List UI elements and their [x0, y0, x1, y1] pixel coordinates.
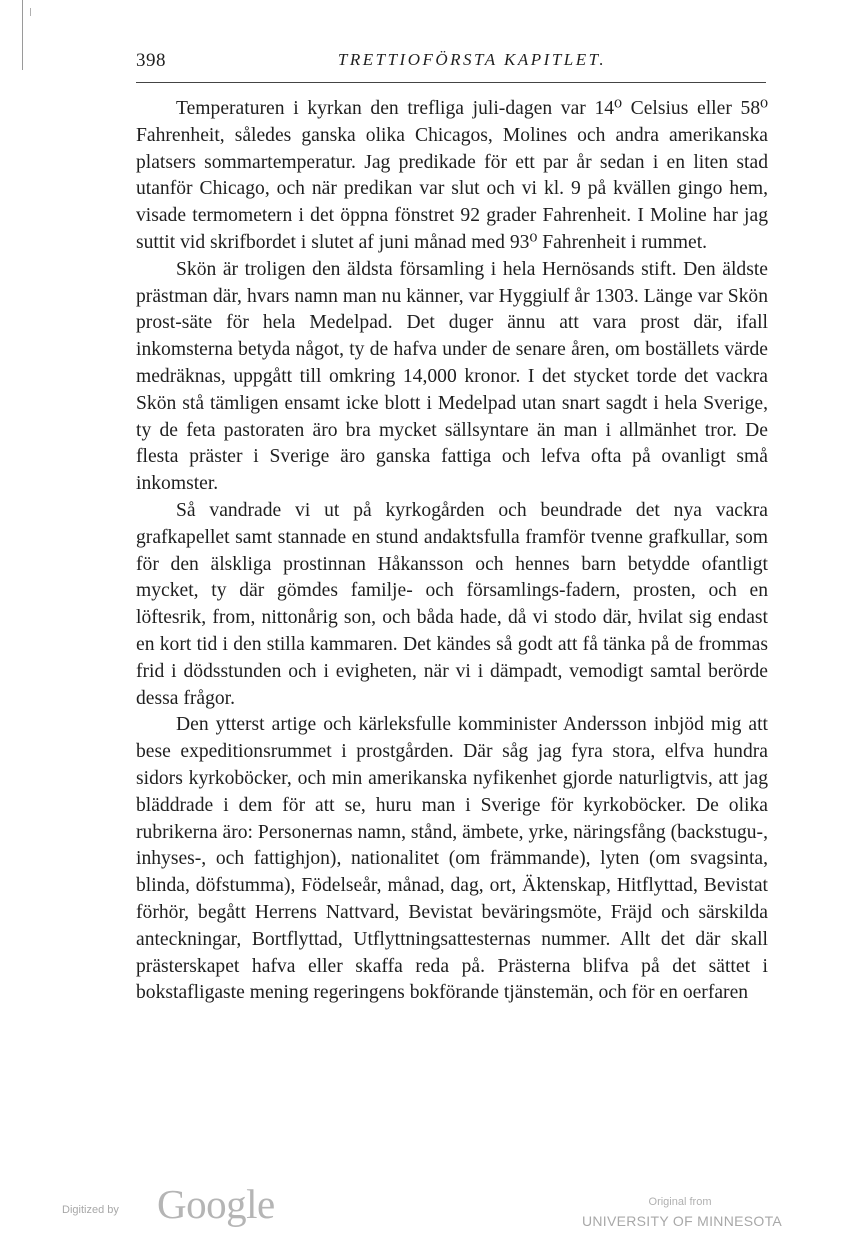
body-text: [136, 96, 768, 1007]
paragraph: Så vandrade vi ut på kyrkogården och beundrade det nya vackra grafkapellet samt stannade en stund andaktsfulla framför tvenne grafkullar, som för den älskliga prostinnan Håkansson och hennes barn betydde ofantligt mycket, ty där gömdes familje- och församlings-fadern, prosten, och en löftesrik, from, nittonårig son, och båda hade, då vi stodo där, hvilat sig endast en kort tid i den stilla kammaren. Det kändes så godt att få tänka på de frommas frid i dödsstunden och i evigheten, när vi i dämpadt, vemodigt samtal berörde dessa frågor.: [136, 499, 768, 709]
page-number: 398: [136, 50, 166, 71]
scan-edge-line: [22, 0, 23, 70]
paragraph: Skön är troligen den äldsta församling i hela Hernösands stift. Den äldste prästman där, hvars namn man nu känner, var Hyggiulf år 1303. Länge var Skön prost-säte för hela Medelpad. Det duger ännu att vara prost där, ifall inkomsterna betyda något, ty de hafva under de senare åren, om boställets värde medräknas, uppgått till omkring 14,000 kronor. I det stycket torde det vackra Skön stå tämligen ensamt icke blott i Medelpad utan snart sagdt i hela Sverige, ty de feta pastoraten äro bra mycket sällsyntare än man i allmänhet tror. De flesta präster i Sverige äro ganska fattiga och lefva ofta på ovanligt små inkomster.: [136, 258, 768, 495]
scan-edge-mark: [30, 8, 31, 16]
page-footer: [0, 1180, 854, 1240]
paragraph: Den ytterst artige och kärleksfulle komminister Andersson inbjöd mig att bese expeditionsrummet i prostgården. Där såg jag fyra stora, elfva hundra sidors kyrkoböcker, och min amerikanska nyfikenhet gjorde naturligtvis, att jag bläddrade i dem för att se, huru man i Sverige för kyrkoböcker. De olika rubrikerna äro: Personernas namn, stånd, ämbete, yrke, näringsfång (backstugu-, inhyses-, och fattighjon), nationalitet (om främmande), lyten (om svagsinta, blinda, döfstumma), Födelseår, månad, dag, ort, Äktenskap, Hitflyttad, Bevistat förhör, begått Herrens Nattvard, Bevistat beväringsmöte, Fräjd och särskilda anteckningar, Bortflyttad, Utflyttningsattesternas nummer. Allt det där skall prästerskapet hafva eller skaffa reda på. Prästerna blifva på det sättet i bokstafligaste mening regeringens bokförande tjänstemän, och för en oerfaren: [136, 714, 768, 1004]
university-label: UNIVERSITY OF MINNESOTA: [581, 1213, 783, 1229]
paragraph: Temperaturen i kyrkan den trefliga juli-dagen var 14⁰ Celsius eller 58⁰ Fahrenheit, således ganska olika Chicagos, Molines och andra amerikanska platsers sommartemperatur. Jag predikade för ett par år sedan i en liten stad utanför Chicago, och när predikan var slut och vi kl. 9 på kvällen gingo hem, visade termometern i det öppna fönstret 92 grader Fahrenheit. I Moline har jag suttit vid skrifbordet i slutet af juni månad med 93⁰ Fahrenheit i rummet.: [136, 98, 768, 253]
running-head: TRETTIOFÖRSTA KAPITLET.: [337, 50, 607, 69]
header-rule: [136, 82, 766, 83]
digitized-by-label: Digitized by: [62, 1204, 119, 1216]
page-header: [136, 50, 768, 80]
google-logo: Google: [157, 1181, 275, 1227]
original-from-label: Original from: [648, 1196, 712, 1208]
